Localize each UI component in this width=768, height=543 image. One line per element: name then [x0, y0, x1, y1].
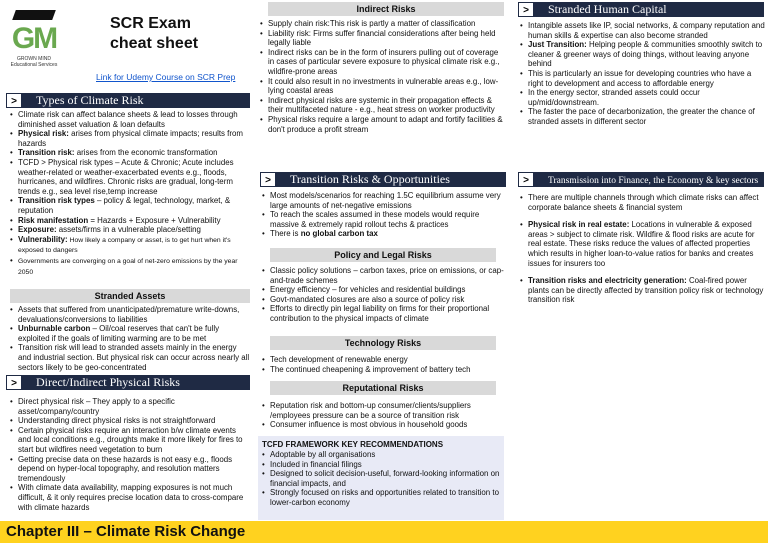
left-column [0, 0, 256, 543]
tcfd-recommendations-box [258, 436, 504, 520]
list-item: • Physical risk: arises from physical climate impacts; results from hazards [10, 129, 250, 148]
list-item: • Tech development of renewable energy [262, 355, 508, 365]
technology-risks-list [262, 355, 508, 374]
tcfd-list [262, 450, 502, 508]
transition-risks-list [262, 191, 506, 239]
list-item: • In the energy sector, stranded assets could occur up/mid/downstream. [520, 88, 766, 107]
list-item: • Transition risk: arises from the economic transformation [10, 148, 250, 158]
chapter-title: Chapter III – Climate Risk Change [6, 523, 246, 540]
reputational-risks-heading: Reputational Risks [270, 381, 496, 395]
transition-risks-header: > Transition Risks & Opportunities [260, 172, 506, 187]
arrow-icon: > [6, 93, 22, 108]
list-item: • Unburnable carbon – Oil/coal reserves that can't be fully exploited if the goals of limiting warming are to be met [10, 324, 250, 343]
transmission-finance-header: > Transmission into Finance, the Economy & key sectors [518, 172, 764, 187]
graduation-cap-icon [12, 10, 56, 20]
udemy-course-link[interactable]: Link for Udemy Course on SCR Prep [96, 72, 236, 82]
list-item: • Most models/scenarios for reaching 1.5C equilibrium assume very large amounts of net-negative emissions [262, 191, 506, 210]
types-of-climate-risk-header: > Types of Climate Risk [6, 93, 250, 108]
policy-legal-list [262, 266, 508, 324]
list-item: • It could also result in no investments in vulnerable areas e.g., low-lying coastal areas [260, 77, 506, 96]
arrow-icon: > [518, 172, 534, 187]
list-item: • Vulnerability: How likely a company or asset, is to get hurt when it's exposed to dangers [10, 235, 250, 256]
types-list [10, 110, 250, 277]
list-item: • Certain physical risks require an interaction b/w climate events and local conditions e.g., droughts make it more likely for fires to start but wildfires need vegetation to burn [10, 426, 250, 455]
list-item: • Assets that suffered from unanticipated/premature write-downs, devaluations/conversions to liabilities [10, 305, 250, 324]
list-item: • Indirect physical risks are systemic in their propagation effects & their multifaceted nature - e.g., heat stress on worker productivity [260, 96, 506, 115]
list-item: • Designed to solicit decision-useful, forward-looking information on financial impacts, and [262, 469, 502, 488]
grown-mind-logo [6, 10, 62, 72]
list-item: • Reputation risk and bottom-up consumer/clients/suppliers /employees pressure can be a source of transition risk [262, 401, 508, 420]
list-item: • There are multiple channels through which climate risks can affect corporate balance sheets & financial system [520, 193, 766, 212]
list-item: • Energy efficiency – for vehicles and residential buildings [262, 285, 508, 295]
list-item: • Supply chain risk:This risk is partly a matter of classification [260, 19, 506, 29]
list-item: • Transition risk will lead to stranded assets mainly in the energy and industrial section. But physical risk can occur across nearly all sectors likely to be geo-concentrated [10, 343, 250, 372]
list-item: • Understanding direct physical risks is not straightforward [10, 416, 250, 426]
logo-text: GM [11, 22, 57, 55]
list-item: • There is no global carbon tax [262, 229, 506, 239]
list-item: • Physical risks require a large amount to adapt and fortify facilities & don't produce a profit stream [260, 115, 506, 134]
list-item: • Consumer influence is most obvious in household goods [262, 420, 508, 430]
indirect-risks-list [260, 19, 506, 134]
list-item: • Strongly focused on risks and opportunities related to transition to lower-carbon economy [262, 488, 502, 507]
list-item: • Included in financial filings [262, 460, 502, 470]
list-item: • Exposure: assets/firms in a vulnerable place/setting [10, 225, 250, 235]
list-item: • TCFD > Physical risk types – Acute & Chronic; Acute includes weather-related or weather-exacerbated events e.g., floods, hurricanes, and wildfires. Chronic risks are gradual, long-term trends e.g., sea level rise,temp increase [10, 158, 250, 196]
list-item: • Risk manifestation = Hazards + Exposure + Vulnerability [10, 216, 250, 226]
list-item: • Physical risk in real estate: Locations in vulnerable & exposed areas > subject to climate risk. Wildfire & flood risks are acute for real estate. These risks reduce the values of affected properties which results in higher loan-to-value ratios for banks and creates issues for insurers too [520, 220, 766, 268]
list-item: • Govt-mandated closures are also a source of policy risk [262, 295, 508, 305]
list-item: • Efforts to directly pin legal liability on firms for their proportional contribution to the physical impacts of climate [262, 304, 508, 323]
list-item: • With climate data availability, mapping exposures is not much difficult, & it only requires precise location data to cross-compare with climate hazards [10, 483, 250, 512]
stranded-assets-heading: Stranded Assets [10, 289, 250, 303]
list-item: • Intangible assets like IP, social networks, & company reputation and human skills & expertise can also become stranded [520, 21, 766, 40]
stranded-human-capital-header: > Stranded Human Capital [518, 2, 764, 17]
indirect-risks-heading: Indirect Risks [268, 2, 504, 16]
policy-legal-heading: Policy and Legal Risks [270, 248, 496, 262]
chapter-footer [0, 521, 768, 543]
list-item: • Liability risk: Firms suffer financial considerations after being held legally liable [260, 29, 506, 48]
list-item: • Direct physical risk – They apply to a specific asset/company/country [10, 397, 250, 416]
reputational-risks-list [262, 401, 508, 430]
logo-subtitle: GROWN MIND Educational Services [10, 56, 58, 68]
list-item: • Climate risk can affect balance sheets & lead to losses through diminished asset valuation & loan defaults [10, 110, 250, 129]
list-item: • Transition risks and electricity generation: Coal-fired power plants can be directly affected by transition policy risk or technology transition risk [520, 276, 766, 305]
list-item: • Adoptable by all organisations [262, 450, 502, 460]
list-item: • This is particularly an issue for developing countries who have a right to development and access to affordable energy [520, 69, 766, 88]
tcfd-title: TCFD FRAMEWORK KEY RECOMMENDATIONS [262, 440, 444, 449]
list-item: • The continued cheapening & improvement of battery tech [262, 365, 508, 375]
list-item: • Classic policy solutions – carbon taxes, price on emissions, or cap-and-trade schemes [262, 266, 508, 285]
list-item: • Governments are converging on a goal of net-zero emissions by the year 2050 [10, 256, 250, 277]
stranded-assets-list [10, 305, 250, 372]
technology-risks-heading: Technology Risks [270, 336, 496, 350]
transmission-finance-list [520, 193, 766, 305]
arrow-icon: > [518, 2, 534, 17]
list-item: • The faster the pace of decarbonization, the greater the chance of stranded assets in different sector [520, 107, 766, 126]
arrow-icon: > [6, 375, 22, 390]
list-item: • Just Transition: Helping people & communities smoothly switch to cleaner & greener ways of doing things, without leaving anyone behind [520, 40, 766, 69]
title-line-1: SCR Exam [110, 15, 191, 32]
list-item: • To reach the scales assumed in these models would require massive & extremely rapid rollout techs & practices [262, 210, 506, 229]
direct-indirect-physical-risks-header: > Direct/Indirect Physical Risks [6, 375, 250, 390]
page-title [110, 14, 250, 54]
list-item: • Indirect risks can be in the form of insurers pulling out of coverage in cases of particular severe exposure to physical climate risk e.g., wildfire-prone areas [260, 48, 506, 77]
list-item: • Getting precise data on these hazards is not easy e.g., floods depend on hyper-local topography, and resolution matters tremendously [10, 455, 250, 484]
arrow-icon: > [260, 172, 276, 187]
stranded-human-capital-list [520, 21, 766, 127]
title-line-2: cheat sheet [110, 35, 199, 52]
direct-risks-list [10, 397, 250, 512]
list-item: • Transition risk types – policy & legal, technology, market, & reputation [10, 196, 250, 215]
